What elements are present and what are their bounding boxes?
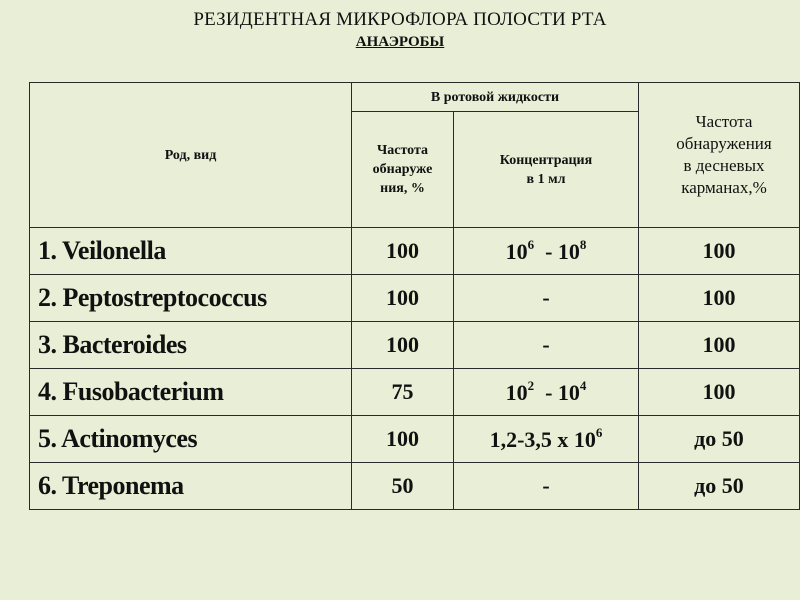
concentration-exponent: 8 bbox=[579, 237, 587, 252]
concentration-exponent: 6 bbox=[595, 425, 603, 440]
concentration-base: 10 bbox=[557, 239, 580, 264]
header-oral-fluid: В ротовой жидкости bbox=[352, 83, 639, 112]
frequency-cell: 100 bbox=[352, 228, 454, 275]
concentration-value: - bbox=[542, 285, 550, 310]
header-gingival-line: карманах,% bbox=[681, 178, 767, 197]
header-genus: Род, вид bbox=[30, 83, 352, 228]
concentration-separator: - bbox=[534, 380, 558, 405]
table-row bbox=[30, 322, 800, 369]
header-frequency-line: Частота bbox=[376, 143, 429, 158]
table-body bbox=[30, 228, 800, 510]
concentration-base: 1,2-3,5 х 10 bbox=[489, 427, 596, 452]
table-row bbox=[30, 228, 800, 275]
frequency-cell: 50 bbox=[352, 463, 454, 510]
concentration-value: - bbox=[542, 332, 550, 357]
gingival-frequency-cell: 100 bbox=[639, 275, 800, 322]
page-title: РЕЗИДЕНТНАЯ МИКРОФЛОРА ПОЛОСТИ РТА bbox=[193, 9, 607, 30]
table-row bbox=[30, 416, 800, 463]
concentration-cell bbox=[454, 322, 639, 369]
concentration-exponent: 4 bbox=[579, 378, 587, 393]
concentration-cell bbox=[454, 275, 639, 322]
gingival-frequency-cell: до 50 bbox=[639, 463, 800, 510]
concentration-cell bbox=[454, 228, 639, 275]
genus-cell: 1. Veilonella bbox=[30, 228, 352, 275]
concentration-value: - bbox=[542, 473, 550, 498]
header-frequency-line: ния, % bbox=[380, 181, 425, 196]
concentration-exponent: 2 bbox=[527, 378, 535, 393]
concentration-cell bbox=[454, 463, 639, 510]
genus-cell: 5. Actinomyces bbox=[30, 416, 352, 463]
header-concentration-line: в 1 мл bbox=[526, 171, 566, 187]
header-frequency-line: обнаруже bbox=[372, 162, 433, 177]
header-gingival-line: в десневых bbox=[683, 156, 765, 175]
gingival-frequency-cell: до 50 bbox=[639, 416, 800, 463]
header-gingival-line: обнаружения bbox=[676, 134, 772, 153]
genus-cell: 2. Peptostreptococcus bbox=[30, 275, 352, 322]
genus-cell: 3. Bacteroides bbox=[30, 322, 352, 369]
concentration-cell bbox=[454, 369, 639, 416]
concentration-cell bbox=[454, 416, 639, 463]
concentration-separator: - bbox=[534, 239, 558, 264]
concentration-base: 10 bbox=[505, 380, 528, 405]
header-concentration bbox=[454, 112, 639, 228]
table-row bbox=[30, 463, 800, 510]
page-subtitle: АНАЭРОБЫ bbox=[355, 34, 445, 50]
frequency-cell: 75 bbox=[352, 369, 454, 416]
concentration-base: 10 bbox=[505, 239, 528, 264]
frequency-cell: 100 bbox=[352, 416, 454, 463]
header-gingival-frequency bbox=[639, 83, 800, 228]
gingival-frequency-cell: 100 bbox=[639, 322, 800, 369]
header-frequency bbox=[352, 112, 454, 228]
concentration-exponent: 6 bbox=[527, 237, 535, 252]
gingival-frequency-cell: 100 bbox=[639, 369, 800, 416]
table-row bbox=[30, 369, 800, 416]
gingival-frequency-cell: 100 bbox=[639, 228, 800, 275]
table-row bbox=[30, 275, 800, 322]
header-gingival-line: Частота bbox=[695, 112, 753, 131]
microflora-table bbox=[29, 82, 800, 510]
frequency-cell: 100 bbox=[352, 322, 454, 369]
frequency-cell: 100 bbox=[352, 275, 454, 322]
genus-cell: 6. Treponema bbox=[30, 463, 352, 510]
concentration-base: 10 bbox=[557, 380, 580, 405]
header-concentration-line: Концентрация bbox=[499, 152, 593, 168]
genus-cell: 4. Fusobacterium bbox=[30, 369, 352, 416]
